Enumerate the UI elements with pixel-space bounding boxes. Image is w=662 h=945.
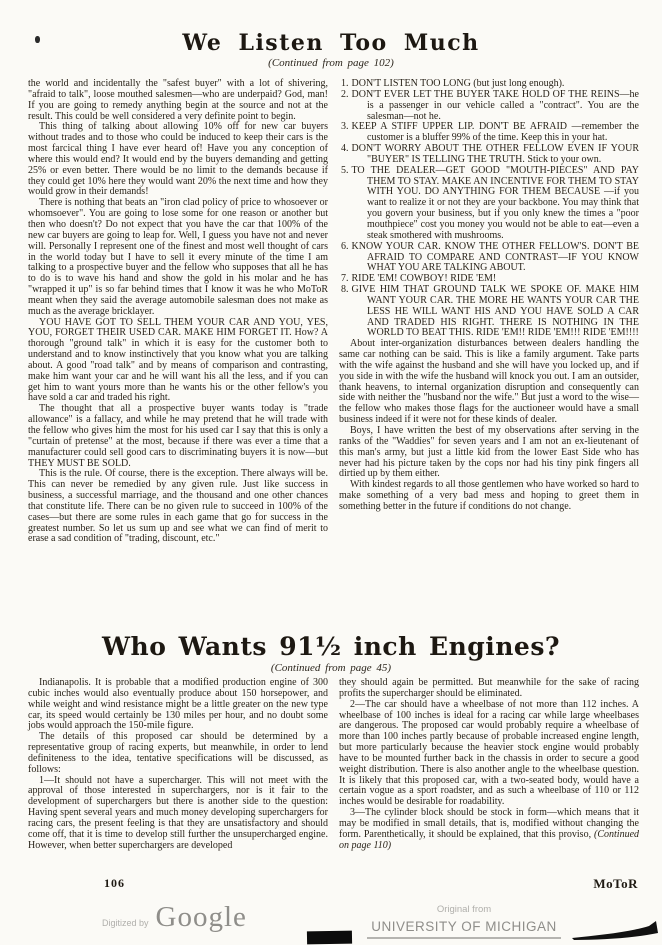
magazine-name: MoToR <box>593 876 638 891</box>
original-from-label: Original from <box>436 904 492 915</box>
article2-title: Who Wants 91½ inch Engines? <box>101 632 561 661</box>
list-item-number: 1. <box>341 78 349 89</box>
article1-header <box>0 30 662 69</box>
list-item-number: 7. <box>341 273 349 285</box>
list-item-text: DON'T WORRY ABOUT THE OTHER FELLOW EVEN IF YOUR "BUYER" IS TELLING THE TRUTH. Stick to your own. <box>351 143 639 165</box>
list-item-number: 4. <box>341 143 349 155</box>
paragraph: This is the rule. Of course, there is the exception. There always will be. This can never be remedied by any given rule. Just like success in business, a successful marriage, and the thousand and one other chances that constitute life. There can be no given rule to succeed in 100% of the cases—but there are some rules in each game that go for success in the greatest number. So let us sum up and see what we can find of merit to erase a sad condition of "trading, discount, etc." <box>28 468 328 545</box>
paragraph: 1—It should not have a supercharger. This will not meet with the approval of those interested in superchargers, nor is it fair to the development of superchargers but there is another side to the question: Having spent several years and much money developing superchargers for racing cars, the present feeling is that they are unsatisfactory and should come off, that it is time to develop still further the unsupercharged engine. However, when better superchargers are developed <box>28 774 328 851</box>
article1-left-column <box>28 79 328 545</box>
paragraph: Boys, I have written the best of my observations after serving in the ranks of the "Waddies" for seven years and I am not an ex-lieutenant of this man's army, but just a little kid from the lower East Side who has never had his picture taken by the cops nor had his tiny pink fingers all dirtied up by them either. <box>339 425 639 480</box>
paragraph: About inter-organization disturbances between dealers handling the same car nothing can be said. This is like a family argument. Take parts with the wife against the husband and she will have you locked up, and if you side in with the wife the husband will knock you out. I am an outsider, thank heavens, to internal organization disruption and consequently can side with neither the "husband nor the wife." But just a word to the wise—the fellow who makes those flags for the auctioneer would have a small business indeed if it were not for these kinds of dealer. <box>339 338 639 426</box>
list-item <box>339 90 639 123</box>
article1-title: We Listen Too Much <box>182 30 480 56</box>
original-from-stamp <box>366 899 562 939</box>
paragraph-text: 3—The cylinder block should be stock in form—which means that it may be modified in small details, that is, modified without changing the form. Parenthetically, it should be explained, that this proviso, <box>339 807 639 840</box>
article1-right-column <box>339 79 639 545</box>
list-item-number: 6. <box>341 240 349 252</box>
paragraph <box>339 808 639 851</box>
paragraph: The details of this proposed car should be determined by a representative group of racing experts, but meanwhile, in order to lend definiteness to the idea, tentative specifications will be discussed, as follows: <box>28 731 328 775</box>
list-item <box>339 166 639 242</box>
article1-continued-from: (Continued from page 102) <box>268 57 394 69</box>
list-item-text: RIDE 'EM! COWBOY! RIDE 'EM! <box>351 273 497 285</box>
list-item-text: TO THE DEALER—GET GOOD "MOUTH-PIECES" AND PAY THEM TO STAY. MAKE AN INCENTIVE FOR THEM TO STAY WITH YOU. DO ANYTHING FOR THEM BECAUSE —if you want to realize it or not they are your backbone. You may think that you govern your business, but if you only knew the times a "poor mouthpiece" cost you money you would not be able to eat—even a steak smothered with mushrooms. <box>351 164 639 241</box>
page-number: 106 <box>104 876 125 890</box>
digitized-by-label: Digitized by <box>102 918 149 928</box>
paragraph: Indianapolis. It is probable that a modified production engine of 300 cubic inches would also eventually produce about 150 horsepower, and while weight and wind resistance might be a little greater on the new type car, its speed would certainly be 130 miles per hour, and no doubt some jobs would approach the 150-mile figure. <box>28 677 328 732</box>
paragraph: the world and incidentally the "safest buyer" with a lot of shivering, "afraid to talk", loose mouthed salesmen—who are underpaid? God, man! If you are going to remedy anything begin at the source and not at the result. This could be well considered a very definite point to begin. <box>28 78 328 122</box>
sales-rules-list <box>339 79 639 339</box>
list-item <box>339 285 639 339</box>
list-item-text: DON'T LISTEN TOO LONG (but just long enough). <box>351 78 565 89</box>
list-item-text: KEEP A STIFF UPPER LIP. DON'T BE AFRAID —remember the customer is a bluffer 99% of the time. Keep this in your hat. <box>351 121 639 144</box>
paragraph: There is nothing that beats an "iron clad policy of price to whosoever or whomsoever". You are going to lose some for one reason or another but then who doesn't? Do not expect that you have the car that 100% of the new car buyers are going to leap for. Well, I guess you have not and never will. Personally I represent one of the finest and most well thought of cars in the world today but I have to sell it every minute of the time I am talking to a prospective buyer and the fellow who supposes that all he has to do is to wave his hand and show the gold in his molar and he has "wrapped it up" is so far behind times that I know it was he who MoToR meant when they said the average automobile salesman does not make as much as the average bricklayer. <box>28 197 328 317</box>
list-item-number: 3. <box>341 121 349 133</box>
list-item-number: 5. <box>341 164 349 176</box>
institution-name: UNIVERSITY OF MICHIGAN <box>367 919 561 939</box>
digitized-by-stamp <box>102 901 247 934</box>
scan-blob <box>307 931 352 945</box>
article2-left-column <box>28 678 328 852</box>
article2-continued-from: (Continued from page 45) <box>270 662 392 674</box>
paragraph: This thing of talking about allowing 10% off for new car buyers without trades and to those who could be induced to keep their cars is the most farcical thing I have ever heard of! Have you any conception of where this would end? It would end by the buyers demanding and getting 25% or even better. There would be no limit to the demands because if they could get 10% here they would want 20% the next time and how they would grow in their demands! <box>28 121 328 198</box>
article2-header <box>0 632 662 674</box>
google-logo: Google <box>155 901 247 933</box>
paragraph: The thought that all a prospective buyer wants today is "trade allowance" is a fallacy, and while he may pretend that he will trade with the fellow who gives him the most for his used car I say that this is only a "curtain of pretense" at the most, because if there was ever a time that a manufacturer could sell good cars to discriminating buyers it is now—but THEY MUST BE SOLD. <box>28 403 328 469</box>
continued-on-note: (Continued on page 110) <box>339 828 640 851</box>
list-item <box>339 242 639 275</box>
paragraph: 2—The car should have a wheelbase of not more than 112 inches. A wheelbase of 100 inches is ideal for a racing car while large wheelbases are dangerous. The proposed car would probably require a wheelbase of more than 100 inches partly because of probable increased engine length, but more particularly because the heavier stock engine would probably have to be mounted further back in the chassis in order to secure a good weight distribution. There is also another angle to the wheelbase question. It is likely that this proposed car, with a two-seated body, would have a certain vogue as a sport roadster, and as such a wheelbase of 110 or 112 inches would be desirable for roadability. <box>339 698 639 808</box>
list-item-text: DON'T EVER LET THE BUYER TAKE HOLD OF THE REINS—he is a passenger in our vehicle called a "contract". You are the salesman—not he. <box>351 88 639 122</box>
list-item-text: KNOW YOUR CAR. KNOW THE OTHER FELLOW'S. DON'T BE AFRAID TO COMPARE AND CONTRAST—IF YOU KNOW WHAT YOU ARE TALKING ABOUT. <box>351 240 639 274</box>
article2-columns <box>28 678 640 852</box>
article1-columns <box>28 79 640 545</box>
paragraph: With kindest regards to all those gentlemen who have worked so hard to make something of a very bad mess and hoping to greet them in something better in the future if conditions do not change. <box>339 479 639 512</box>
article2-right-column <box>339 678 639 852</box>
scan-swoosh-mark <box>572 921 660 945</box>
list-item-number: 8. <box>341 284 349 296</box>
list-item <box>339 122 639 144</box>
paragraph: they should again be permitted. But meanwhile for the sake of racing profits the supercharger should be eliminated. <box>339 677 639 699</box>
list-item-number: 2. <box>341 88 349 100</box>
list-item <box>339 144 639 166</box>
paragraph: YOU HAVE GOT TO SELL THEM YOUR CAR AND YOU, YES, YOU, FORGET THEIR USED CAR. MAKE HIM FORGET IT. How? A thorough "ground talk" in which it is easy for the customer both to understand and to know instinctively that you know what you are talking about. A good "road talk" and by means of comparison and contrasting, make him want your car and he will want his all the less, and if you can get him to want yours more than he wants his or the other fellow's you have sold a car and traded his right. <box>28 316 328 404</box>
list-item-text: GIVE HIM THAT GROUND TALK WE SPOKE OF. MAKE HIM WANT YOUR CAR. THE MORE HE WANTS YOUR CAR THE LESS HE WILL WANT HIS AND YOU HAVE SOLD A CAR AND TRADED HIS RIGHT. THERE IS NOTHING IN THE WORLD TO BEAT THIS. RIDE 'EM!! RIDE 'EM!!! RIDE 'EM!!!! <box>351 284 639 339</box>
